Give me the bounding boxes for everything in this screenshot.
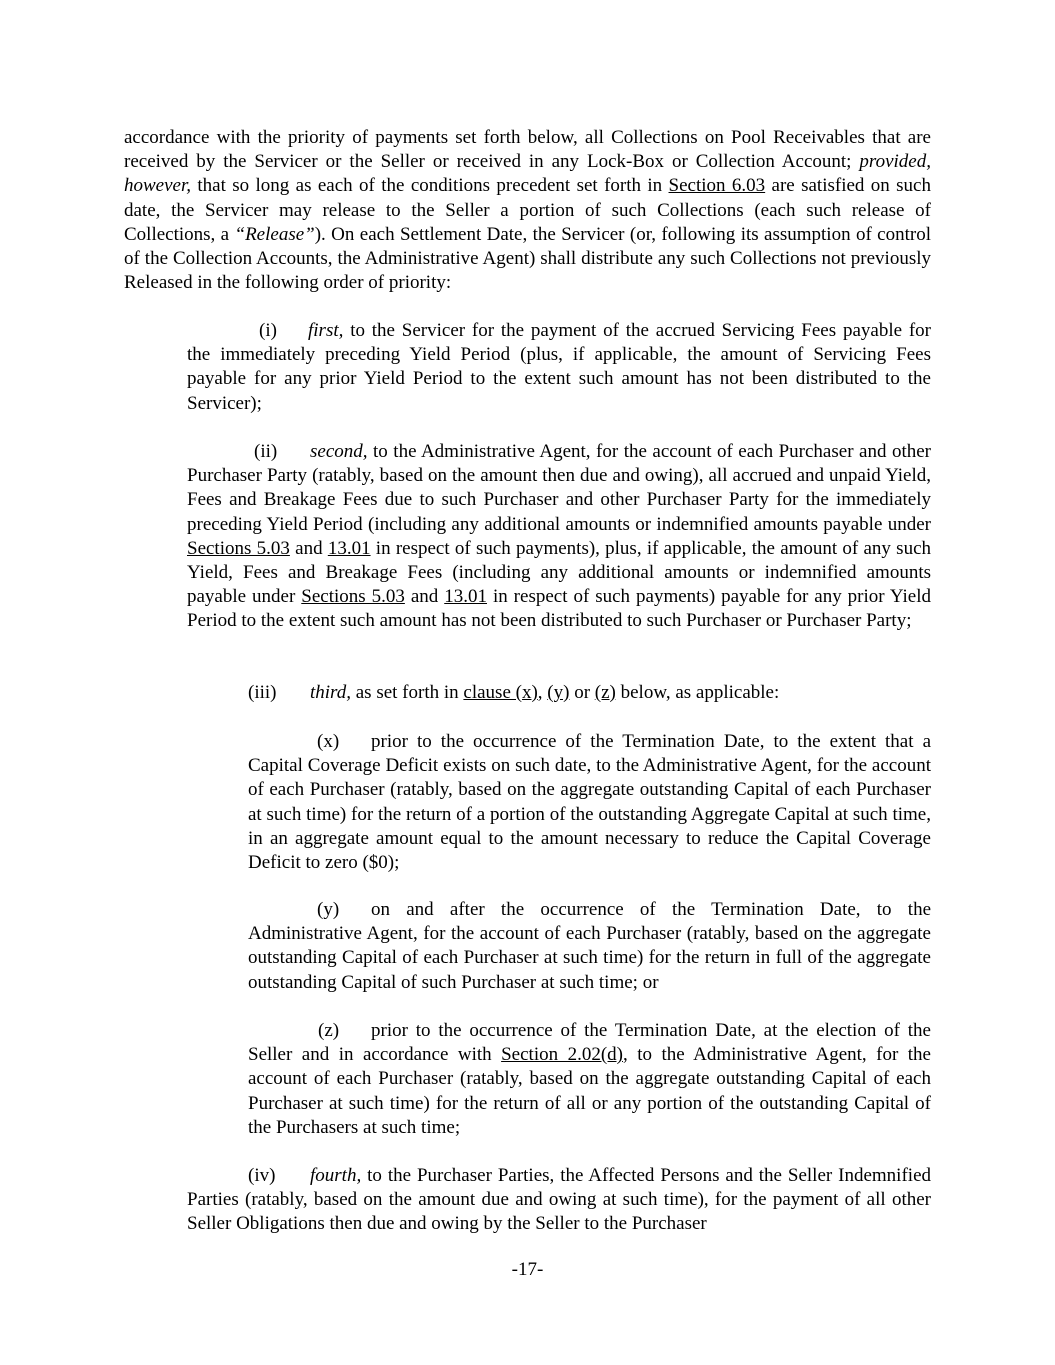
- intro-text: ). On each Settlement Date, the Servicer (or, following its assumption of control of the Collection Accounts, the Administrative Agent) shall distribute any such Collections not previously Released in the following order of priority:: [124, 223, 931, 294]
- sub-clause-text: prior to the occurrence of the Termination Date, at the election of the Seller and in accordance with: [248, 1020, 931, 1066]
- item-lead-word: second,: [310, 441, 368, 462]
- sub-clause-label: (y): [317, 899, 340, 920]
- sub-clause-z: [248, 1019, 931, 1140]
- item-lead-word: third,: [310, 682, 351, 703]
- clause-reference: (z): [594, 682, 616, 703]
- defined-term: “Release”: [234, 223, 315, 245]
- page-number: -17-: [511, 1259, 544, 1280]
- section-reference: Section 6.03: [668, 175, 766, 197]
- item-lead-word: first,: [308, 320, 344, 341]
- item-text: below, as applicable:: [615, 682, 780, 703]
- priority-item-iv: [187, 1164, 931, 1237]
- item-text: to the Administrative Agent, for the account of each Purchaser and other Purchaser Party (ratably, based on the amount then due and owing), all accrued and unpaid Yield, Fees and Breakage Fees due to such Purchaser and other Purchaser Party for the immediately preceding Yield Period (including any additional amounts or indemnified amounts payable under: [187, 441, 931, 535]
- item-lead-word: fourth,: [310, 1165, 362, 1186]
- sub-clause-text: on and after the occurrence of the Termination Date, to the Administrative Agent, for the account of each Purchaser (ratably, based on the aggregate outstanding Capital of each Purchaser at such time) for the return in full of the aggregate outstanding Capital of such Purchaser at such time; or: [248, 899, 931, 993]
- item-text: or: [569, 682, 595, 703]
- intro-text: are satisfied on such date, the Servicer may release to the Seller a portion of such Collections (each such release of Collections, a: [124, 175, 931, 245]
- sub-clause-y: [248, 898, 931, 995]
- item-label: (iv): [248, 1165, 276, 1186]
- item-text: to the Servicer for the payment of the accrued Servicing Fees payable for the immediately preceding Yield Period (plus, if applicable, the amount of Servicing Fees payable for any prior Yield Period to the extent such amount has not been distributed to the Servicer);: [187, 320, 931, 414]
- item-text: and: [289, 537, 328, 559]
- section-reference: 13.01: [444, 586, 487, 608]
- item-text: in respect of such payments) payable for any prior Yield Period to the extent such amount has not been distributed to such Purchaser or Purchaser Party;: [187, 586, 932, 632]
- item-text: and: [404, 586, 445, 608]
- intro-paragraph: [124, 126, 931, 295]
- proviso-phrase: provided, however,: [124, 151, 931, 197]
- clause-reference: (y): [547, 682, 570, 703]
- clause-reference: clause (x): [463, 682, 538, 703]
- sub-clause-text: , to the Administrative Agent, for the account of each Purchaser (ratably, based on the aggregate outstanding Capital of each Purchaser at such time) for the return of all or any portion of the outstanding Capital of the Purchasers at such time;: [248, 1044, 931, 1138]
- item-text: ,: [537, 682, 548, 703]
- priority-item-iii: [248, 681, 931, 705]
- intro-text: that so long as each of the conditions precedent set forth in: [191, 175, 669, 197]
- sub-clause-label: (z): [318, 1020, 340, 1041]
- section-reference: Sections 5.03: [187, 537, 290, 559]
- section-reference: 13.01: [327, 537, 371, 559]
- item-text: as set forth in: [351, 682, 464, 703]
- item-text: to the Purchaser Parties, the Affected Persons and the Seller Indemnified Parties (ratably, based on the amount due and owing at such time), for the payment of all other Seller Obligations then due and owing by the Seller to the Purchaser: [187, 1165, 931, 1235]
- priority-item-ii: [187, 440, 931, 634]
- sub-clause-text: prior to the occurrence of the Termination Date, to the extent that a Capital Coverage Deficit exists on such date, to the Administrative Agent, for the account of each Purchaser (ratably, based on the aggregate outstanding Capital of each Purchaser at such time) for the return of a portion of the outstanding Aggregate Capital at such time, in an aggregate amount equal to the amount necessary to reduce the Capital Coverage Deficit to zero ($0);: [248, 731, 931, 874]
- item-label: (iii): [248, 682, 277, 703]
- item-text: in respect of such payments), plus, if applicable, the amount of any such Yield, Fees and Breakage Fees (including any additional amounts or indemnified amounts payable under: [187, 537, 932, 608]
- item-label: (ii): [254, 441, 278, 462]
- sub-clause-label: (x): [317, 731, 340, 752]
- item-label: (i): [259, 320, 277, 341]
- sub-clause-x: [248, 730, 931, 875]
- priority-item-i: [187, 319, 931, 416]
- section-reference: Sections 5.03: [301, 586, 405, 608]
- section-reference: Section 2.02(d): [501, 1044, 623, 1066]
- intro-text: accordance with the priority of payments set forth below, all Collections on Pool Receivables that are received by the Servicer or the Seller or received in any Lock-Box or Collection Account;: [124, 127, 931, 173]
